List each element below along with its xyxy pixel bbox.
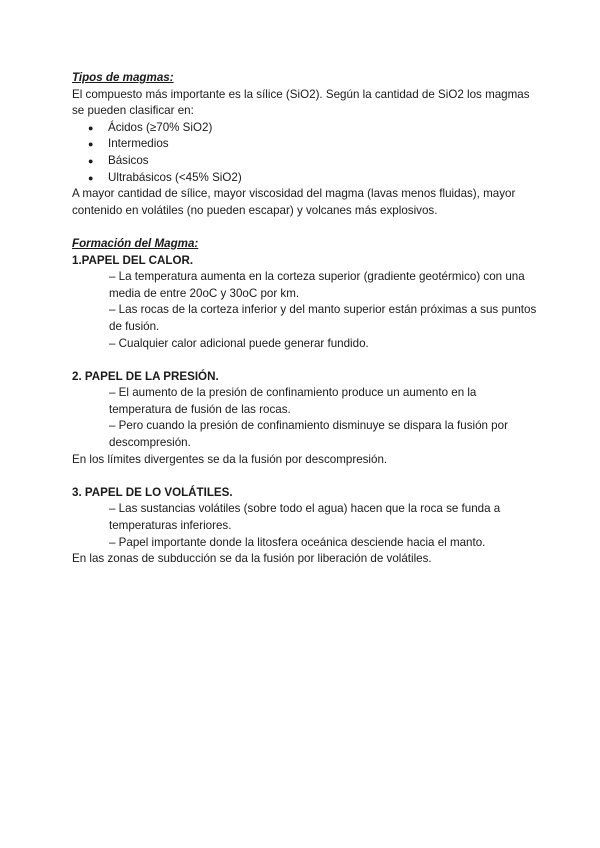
magma-types-list — [72, 120, 540, 186]
spacer — [72, 468, 540, 485]
section-title-tipos-magmas: Tipos de magmas: — [72, 71, 174, 84]
subsection-title-presion: 2. PAPEL DE LA PRESIÓN. — [72, 369, 219, 383]
paragraph-outro: A mayor cantidad de sílice, mayor viscosidad del magma (lavas menos fluidas), mayor contenido en volátiles (no pueden escapar) y volcanes más explosivos. — [72, 187, 516, 217]
indented-line: – Papel importante donde la litosfera oceánica desciende hacia el manto. — [109, 535, 486, 549]
indented-line: – La temperatura aumenta en la corteza superior (gradiente geotérmico) con una media de entre 20oC y 30oC por km. — [109, 270, 525, 300]
paragraph-note: En las zonas de subducción se da la fusión por liberación de volátiles. — [72, 552, 432, 566]
subsection-title-calor: 1.PAPEL DEL CALOR. — [72, 253, 194, 267]
subsection-title-volatiles: 3. PAPEL DE LO VOLÁTILES. — [72, 485, 233, 499]
paragraph-note: En los límites divergentes se da la fusión por descompresión. — [72, 452, 388, 466]
indented-line: – Pero cuando la presión de confinamiento disminuye se dispara la fusión por descompresión. — [109, 419, 508, 450]
list-item: ● Básicos — [88, 153, 540, 170]
spacer — [72, 352, 540, 369]
list-item: ● Intermedios — [88, 136, 540, 153]
spacer — [72, 219, 540, 236]
paragraph-intro: El compuesto más importante es la sílice (SiO2). Según la cantidad de SiO2 los magmas se pueden clasificar en: — [72, 87, 530, 118]
indented-line: – Cualquier calor adicional puede generar fundido. — [109, 336, 369, 350]
list-item: ● Ácidos (≥70% SiO2) — [88, 120, 540, 137]
indented-line: – Las rocas de la corteza inferior y del manto superior están próximas a sus puntos de fusión. — [109, 303, 537, 333]
list-item: ● Ultrabásicos (<45% SiO2) — [88, 170, 540, 187]
section-title-formacion-magma: Formación del Magma: — [72, 236, 199, 250]
indented-line: – Las sustancias volátiles (sobre todo el agua) hacen que la roca se funda a temperaturas inferiores. — [109, 502, 501, 533]
indented-line: – El aumento de la presión de confinamiento produce un aumento en la temperatura de fusión de las rocas. — [109, 386, 477, 416]
